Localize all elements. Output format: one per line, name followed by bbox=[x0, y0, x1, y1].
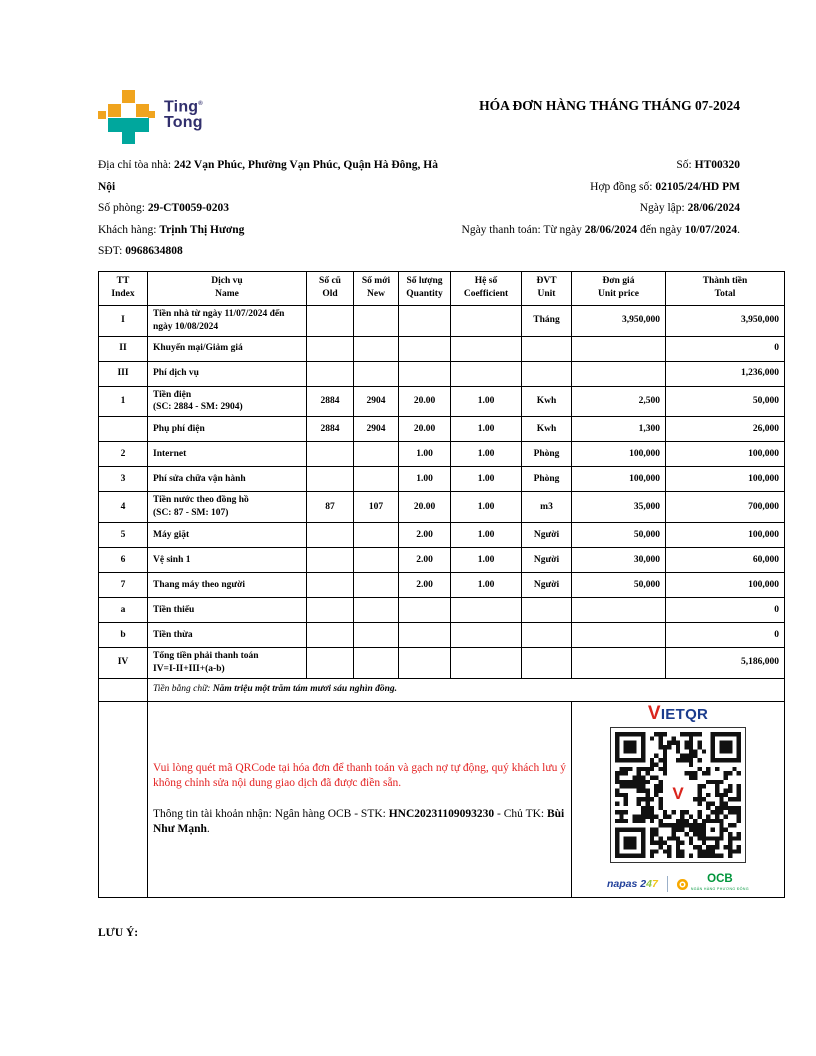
table-cell: 2.00 bbox=[399, 572, 451, 597]
table-cell: Phụ phí điện bbox=[148, 417, 307, 442]
table-cell: 4 bbox=[99, 492, 148, 523]
payment-notice: Vui lòng quét mã QRCode tại hóa đơn để thanh toán và gạch nợ tự động, quý khách lưu ý không chỉnh sửa nội dung giao dịch đã được điền sẵn. bbox=[153, 761, 566, 790]
invoice-info bbox=[98, 155, 784, 263]
table-row bbox=[99, 647, 785, 678]
logo-square bbox=[122, 132, 135, 144]
table-row bbox=[99, 386, 785, 417]
column-header: Hệ số Coefficient bbox=[451, 271, 522, 306]
logo-square bbox=[148, 111, 155, 118]
table-cell bbox=[307, 522, 354, 547]
vietqr-center-mark: V bbox=[666, 783, 690, 807]
table-cell: 2904 bbox=[354, 417, 399, 442]
table-cell bbox=[307, 622, 354, 647]
table-cell: Người bbox=[522, 572, 572, 597]
table-cell: Kwh bbox=[522, 417, 572, 442]
table-cell bbox=[399, 361, 451, 386]
amount-in-words-label: Tiền bằng chữ: bbox=[153, 684, 213, 695]
table-cell bbox=[354, 647, 399, 678]
tingtong-logo-text: Ting® Tong bbox=[164, 98, 203, 132]
table-cell: Tiền thừa bbox=[148, 622, 307, 647]
table-row bbox=[99, 417, 785, 442]
table-cell: 1.00 bbox=[399, 442, 451, 467]
table-row bbox=[99, 467, 785, 492]
table-cell: Tháng bbox=[522, 306, 572, 337]
table-row bbox=[99, 597, 785, 622]
table-cell bbox=[572, 336, 666, 361]
table-cell: 3,950,000 bbox=[572, 306, 666, 337]
logo-divider bbox=[667, 876, 668, 892]
table-cell: Tổng tiền phải thanh toán IV=I-II+III+(a-b) bbox=[148, 647, 307, 678]
info-line: Khách hàng: Trịnh Thị Hương bbox=[98, 223, 245, 236]
table-row bbox=[99, 492, 785, 523]
table-cell: 100,000 bbox=[666, 442, 785, 467]
table-cell: 1,236,000 bbox=[666, 361, 785, 386]
column-header: Số mới New bbox=[354, 271, 399, 306]
table-cell: Tiền nước theo đồng hồ (SC: 87 - SM: 107) bbox=[148, 492, 307, 523]
empty-cell bbox=[99, 701, 148, 898]
table-cell bbox=[354, 467, 399, 492]
table-cell: Kwh bbox=[522, 386, 572, 417]
table-cell: 100,000 bbox=[666, 522, 785, 547]
table-cell: Phí sửa chữa vận hành bbox=[148, 467, 307, 492]
table-cell: 100,000 bbox=[666, 467, 785, 492]
table-cell bbox=[399, 622, 451, 647]
tingtong-logo-icon bbox=[98, 90, 155, 144]
payment-row bbox=[99, 701, 785, 898]
tingtong-logo bbox=[98, 90, 203, 144]
table-cell bbox=[399, 647, 451, 678]
table-cell: 2,500 bbox=[572, 386, 666, 417]
logo-square bbox=[122, 90, 135, 103]
qr-code bbox=[610, 727, 746, 863]
table-cell: b bbox=[99, 622, 148, 647]
info-line: Hợp đồng số: 02105/24/HD PM bbox=[590, 180, 740, 193]
table-cell bbox=[354, 442, 399, 467]
logo-square bbox=[108, 118, 149, 132]
table-cell: 2.00 bbox=[399, 522, 451, 547]
table-cell bbox=[522, 336, 572, 361]
table-row bbox=[99, 622, 785, 647]
table-cell: 60,000 bbox=[666, 547, 785, 572]
amount-in-words-cell bbox=[148, 678, 785, 701]
note-label: LƯU Ý: bbox=[98, 927, 139, 940]
table-cell bbox=[399, 336, 451, 361]
table-cell: a bbox=[99, 597, 148, 622]
logo-square bbox=[98, 111, 106, 119]
table-header-row bbox=[99, 271, 785, 306]
table-cell bbox=[307, 597, 354, 622]
table-row bbox=[99, 336, 785, 361]
info-line: Địa chỉ tòa nhà: 242 Vạn Phúc, Phường Vạn Phúc, Quận Hà Đông, Hà Nội bbox=[98, 159, 439, 193]
table-cell: 2884 bbox=[307, 417, 354, 442]
table-cell: m3 bbox=[522, 492, 572, 523]
table-cell: IV bbox=[99, 647, 148, 678]
table-cell bbox=[522, 647, 572, 678]
table-cell: 6 bbox=[99, 547, 148, 572]
table-cell: Thang máy theo người bbox=[148, 572, 307, 597]
table-cell: 5,186,000 bbox=[666, 647, 785, 678]
column-header: ĐVT Unit bbox=[522, 271, 572, 306]
customer-info bbox=[98, 155, 446, 263]
table-cell: 0 bbox=[666, 336, 785, 361]
table-cell bbox=[307, 336, 354, 361]
column-header: Số cũ Old bbox=[307, 271, 354, 306]
table-cell bbox=[354, 572, 399, 597]
table-cell bbox=[572, 647, 666, 678]
table-cell: Tiền thiếu bbox=[148, 597, 307, 622]
table-cell bbox=[307, 547, 354, 572]
table-cell bbox=[307, 467, 354, 492]
table-cell bbox=[354, 597, 399, 622]
table-cell bbox=[354, 547, 399, 572]
table-cell: 3,950,000 bbox=[666, 306, 785, 337]
table-cell: Phòng bbox=[522, 442, 572, 467]
ocb-bank-logo: OCB NGÂN HÀNG PHƯƠNG ĐÔNG bbox=[677, 874, 749, 894]
table-cell: Tiền nhà từ ngày 11/07/2024 đến ngày 10/08/2024 bbox=[148, 306, 307, 337]
table-cell: 1.00 bbox=[451, 547, 522, 572]
table-cell: 87 bbox=[307, 492, 354, 523]
vietqr-logo: VIETQR bbox=[647, 702, 709, 724]
info-line: Số phòng: 29-CT0059-0203 bbox=[98, 202, 229, 214]
vietqr-card bbox=[605, 704, 751, 896]
table-cell: III bbox=[99, 361, 148, 386]
table-cell bbox=[522, 622, 572, 647]
payment-instructions-cell bbox=[148, 701, 572, 898]
trademark-mark: ® bbox=[198, 101, 203, 107]
table-cell: 20.00 bbox=[399, 386, 451, 417]
table-cell bbox=[99, 417, 148, 442]
amount-in-words-value: Năm triệu một trăm tám mươi sáu nghìn đồng. bbox=[212, 684, 398, 695]
table-cell: 20.00 bbox=[399, 492, 451, 523]
table-cell: 107 bbox=[354, 492, 399, 523]
table-cell: 1.00 bbox=[451, 417, 522, 442]
table-cell: 35,000 bbox=[572, 492, 666, 523]
table-cell: Vệ sinh 1 bbox=[148, 547, 307, 572]
empty-cell bbox=[99, 678, 148, 701]
table-cell bbox=[451, 597, 522, 622]
info-line: SĐT: 0968634808 bbox=[98, 245, 183, 257]
table-cell bbox=[572, 361, 666, 386]
table-cell bbox=[354, 306, 399, 337]
table-cell bbox=[307, 361, 354, 386]
table-cell bbox=[572, 622, 666, 647]
table-cell bbox=[307, 442, 354, 467]
table-cell: Tiền điện (SC: 2884 - SM: 2904) bbox=[148, 386, 307, 417]
table-cell bbox=[399, 306, 451, 337]
invoice-title: HÓA ĐƠN HÀNG THÁNG THÁNG 07-2024 bbox=[479, 98, 740, 113]
qr-cell bbox=[572, 701, 785, 898]
table-cell: 30,000 bbox=[572, 547, 666, 572]
table-cell bbox=[307, 647, 354, 678]
column-header: Thành tiền Total bbox=[666, 271, 785, 306]
ocb-circle-icon bbox=[677, 879, 688, 890]
table-cell: 0 bbox=[666, 622, 785, 647]
table-cell: 1 bbox=[99, 386, 148, 417]
table-cell: 2.00 bbox=[399, 547, 451, 572]
table-cell: 1.00 bbox=[451, 492, 522, 523]
table-cell bbox=[451, 306, 522, 337]
table-cell: 1.00 bbox=[451, 386, 522, 417]
table-cell: 5 bbox=[99, 522, 148, 547]
table-cell: 100,000 bbox=[572, 442, 666, 467]
table-cell: 3 bbox=[99, 467, 148, 492]
table-cell bbox=[451, 647, 522, 678]
table-cell: 700,000 bbox=[666, 492, 785, 523]
invoice-meta bbox=[446, 155, 784, 263]
table-cell: 2904 bbox=[354, 386, 399, 417]
table-cell: Phòng bbox=[522, 467, 572, 492]
table-cell: 2884 bbox=[307, 386, 354, 417]
table-cell bbox=[522, 361, 572, 386]
header bbox=[98, 90, 784, 144]
table-row bbox=[99, 522, 785, 547]
table-cell: Phí dịch vụ bbox=[148, 361, 307, 386]
table-cell: 1.00 bbox=[451, 522, 522, 547]
amount-in-words-row bbox=[99, 678, 785, 701]
table-cell bbox=[307, 572, 354, 597]
table-row bbox=[99, 306, 785, 337]
column-header: Đơn giá Unit price bbox=[572, 271, 666, 306]
column-header: TT Index bbox=[99, 271, 148, 306]
table-cell bbox=[354, 336, 399, 361]
table-cell bbox=[354, 522, 399, 547]
table-cell: 50,000 bbox=[572, 572, 666, 597]
table-cell bbox=[451, 336, 522, 361]
table-cell: 1.00 bbox=[451, 572, 522, 597]
table-cell: II bbox=[99, 336, 148, 361]
table-row bbox=[99, 361, 785, 386]
table-cell: 50,000 bbox=[666, 386, 785, 417]
bank-account-info: Thông tin tài khoản nhận: Ngân hàng OCB - STK: HNC20231109093230 - Chủ TK: Bùi Như Mạnh. bbox=[153, 807, 565, 836]
table-cell: Người bbox=[522, 547, 572, 572]
table-cell: Máy giặt bbox=[148, 522, 307, 547]
table-cell bbox=[572, 597, 666, 622]
table-cell: 0 bbox=[666, 597, 785, 622]
table-cell bbox=[354, 361, 399, 386]
info-line: Ngày lập: 28/06/2024 bbox=[639, 202, 740, 214]
table-cell: 1.00 bbox=[451, 467, 522, 492]
table-cell: 7 bbox=[99, 572, 148, 597]
table-cell bbox=[451, 361, 522, 386]
table-row bbox=[99, 547, 785, 572]
invoice-content bbox=[98, 90, 784, 939]
table-cell: 1.00 bbox=[451, 442, 522, 467]
logo-square bbox=[108, 104, 121, 117]
info-line: Ngày thanh toán: Từ ngày 28/06/2024 đến ngày 10/07/2024. bbox=[461, 223, 740, 236]
payment-network-logos bbox=[607, 874, 749, 894]
table-row bbox=[99, 572, 785, 597]
table-cell: Người bbox=[522, 522, 572, 547]
table-cell: 50,000 bbox=[572, 522, 666, 547]
table-cell: 20.00 bbox=[399, 417, 451, 442]
column-header: Dịch vụ Name bbox=[148, 271, 307, 306]
napas-247-logo: napas 247 bbox=[607, 878, 658, 891]
table-cell: Internet bbox=[148, 442, 307, 467]
table-cell: I bbox=[99, 306, 148, 337]
column-header: Số lượng Quantity bbox=[399, 271, 451, 306]
table-cell: 100,000 bbox=[666, 572, 785, 597]
table-row bbox=[99, 442, 785, 467]
table-cell bbox=[451, 622, 522, 647]
info-line: Số: HT00320 bbox=[676, 159, 740, 171]
table-cell bbox=[399, 597, 451, 622]
table-cell bbox=[354, 622, 399, 647]
table-cell: Khuyến mại/Giảm giá bbox=[148, 336, 307, 361]
table-cell bbox=[522, 597, 572, 622]
table-cell: 100,000 bbox=[572, 467, 666, 492]
table-cell: 1.00 bbox=[399, 467, 451, 492]
invoice-table bbox=[98, 271, 785, 899]
table-cell: 1,300 bbox=[572, 417, 666, 442]
table-cell: 2 bbox=[99, 442, 148, 467]
table-cell: 26,000 bbox=[666, 417, 785, 442]
table-cell bbox=[307, 306, 354, 337]
